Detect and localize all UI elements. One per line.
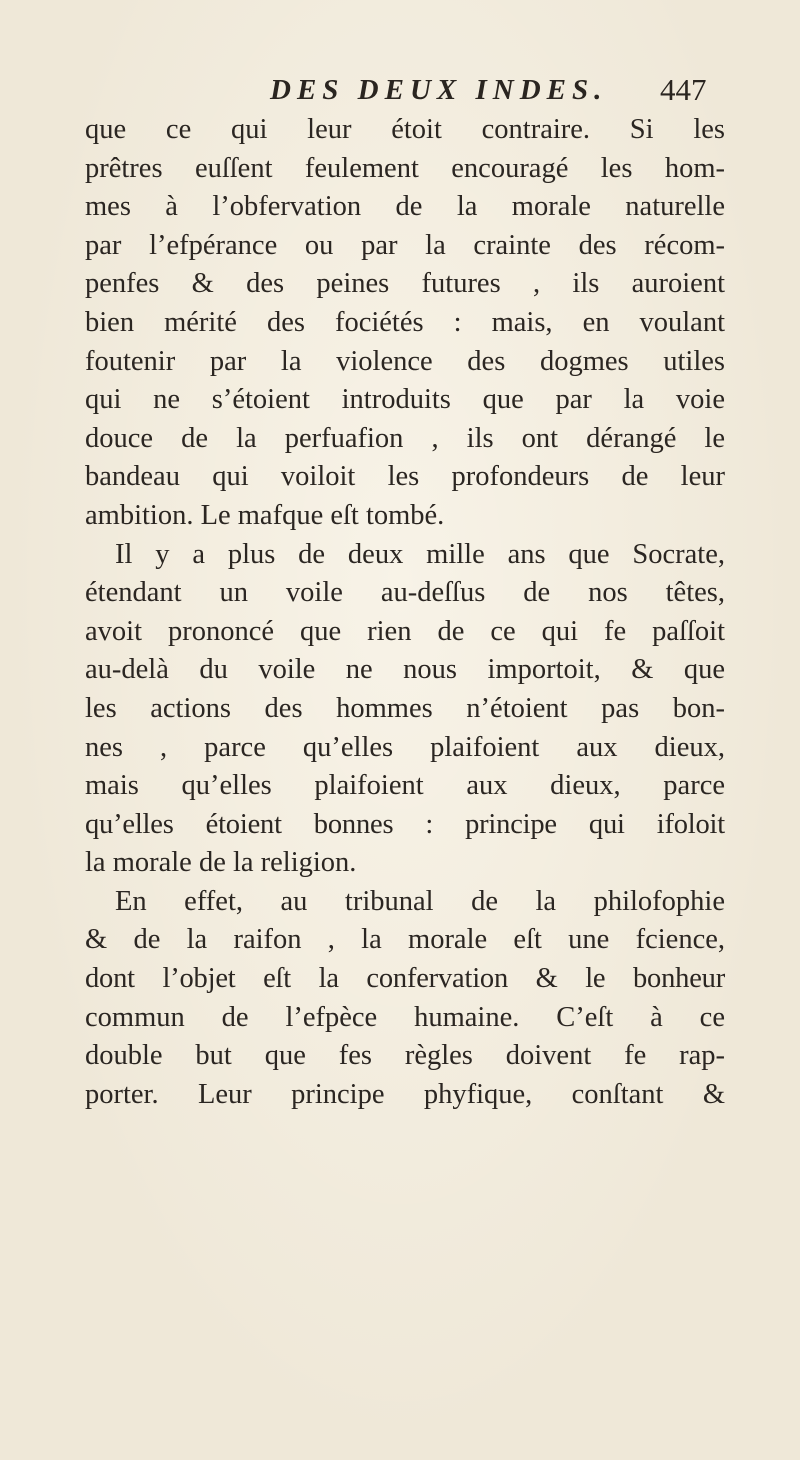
text-line: dont l’objet eſt la confervation & le bonheur <box>85 963 725 995</box>
text-line: étendant un voile au-deſſus de nos têtes, <box>85 577 725 609</box>
page-number: 447 <box>660 72 707 107</box>
text-line: avoit prononcé que rien de ce qui fe paſſoit <box>85 615 725 647</box>
text-line: porter. Leur principe phyfique, conſtant & <box>85 1078 725 1110</box>
text-line: commun de l’efpèce humaine. C’eſt à ce <box>85 1001 725 1033</box>
text-line: prêtres euſſent feulement encouragé les hom- <box>85 152 725 184</box>
text-line: & de la raifon , la morale eſt une fcience, <box>85 924 725 956</box>
paragraph-end-line: la morale de la religion. <box>85 847 357 879</box>
paragraph-start-line: En effet, au tribunal de la philofophie <box>115 885 725 917</box>
paragraph-start-line: Il y a plus de deux mille ans que Socrate, <box>115 538 725 570</box>
text-line: bandeau qui voiloit les profondeurs de leur <box>85 461 725 493</box>
text-line: mes à l’obfervation de la morale naturelle <box>85 191 725 223</box>
paragraph-end-line: ambition. Le mafque eſt tombé. <box>85 499 445 531</box>
text-line: les actions des hommes n’étoient pas bon- <box>85 692 725 724</box>
text-line: mais qu’elles plaifoient aux dieux, parce <box>85 770 725 802</box>
text-line: penfes & des peines futures , ils auroient <box>85 268 725 300</box>
text-line: double but que fes règles doivent fe rap- <box>85 1040 725 1072</box>
text-line: qui ne s’étoient introduits que par la voie <box>85 384 725 416</box>
text-line: foutenir par la violence des dogmes utiles <box>85 345 725 377</box>
body-text <box>85 111 725 1114</box>
text-line: que ce qui leur étoit contraire. Si les <box>85 114 725 145</box>
text-line: au-delà du voile ne nous importoit, & que <box>85 654 725 686</box>
text-line: par l’efpérance ou par la crainte des récom- <box>85 229 725 261</box>
running-head: DES DEUX INDES. <box>270 74 608 106</box>
text-line: bien mérité des fociétés : mais, en voulant <box>85 306 725 338</box>
text-line: nes , parce qu’elles plaifoient aux dieux, <box>85 731 725 763</box>
text-line: douce de la perfuafion , ils ont dérangé le <box>85 422 725 454</box>
text-line: qu’elles étoient bonnes : principe qui ifoloit <box>85 808 725 840</box>
